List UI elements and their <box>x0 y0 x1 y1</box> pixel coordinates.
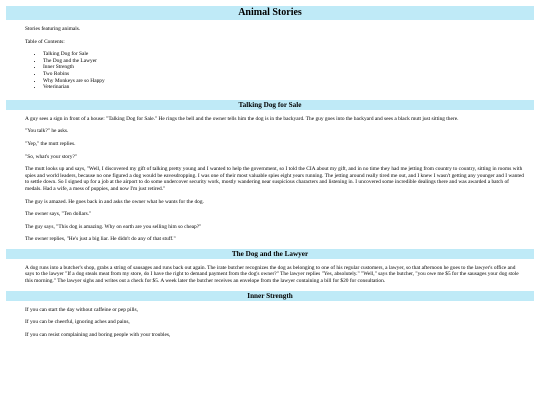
story-paragraph: "So, what's your story?" <box>25 153 78 160</box>
story-talking-dog <box>6 116 534 243</box>
toc-item: • Inner Strength <box>43 64 524 71</box>
section-heading-talking-dog: Talking Dog for Sale <box>6 100 534 110</box>
toc-item: • Why Monkeys are so Happy <box>43 78 524 85</box>
story-paragraph: The guy says, "This dog is amazing. Why on earth are you selling him so cheap?" <box>25 223 202 230</box>
story-paragraph: A guy sees a sign in front of a house: "Talking Dog for Sale." He rings the bell and the owner tells him the dog is in the backyard. The guy goes into the backyard and sees a black mutt just sitting there. <box>25 115 459 122</box>
toc-label: Table of Contents: <box>25 38 65 45</box>
section-heading-inner-strength: Inner Strength <box>6 291 534 301</box>
intro-section <box>6 26 534 91</box>
toc-item: • The Dog and the Lawyer <box>43 58 524 65</box>
table-of-contents <box>25 51 524 91</box>
toc-item: • Talking Dog for Sale <box>43 51 524 58</box>
story-inner-strength <box>6 307 534 339</box>
story-paragraph: A dog runs into a butcher's shop, grabs a string of sausages and runs back out again. The irate butcher recognizes the dog as belonging to one of his regular customers, a lawyer, so that afternoon he goes to the lawyer's office and says to the lawyer "If a dog steals meat from my store, do I have the right to demand payment from the dog's owner?" The lawyer replies "Yes, absolutely." "Well," says the butcher, "you owe me $5 for the sausages your dog stole this morning." The lawyer sighs and writes out a check for $5. A week later the butcher receives an envelope from the lawyer containing a bill for $20 for consultation. <box>25 264 519 285</box>
story-paragraph: "Yep," the mutt replies. <box>25 140 76 147</box>
intro-text: Stories featuring animals. <box>25 26 81 32</box>
story-paragraph: If you can start the day without caffeine or pep pills, <box>25 306 138 313</box>
story-paragraph: "You talk?" he asks. <box>25 128 69 135</box>
story-paragraph: The mutt looks up and says, "Well, I discovered my gift of talking pretty young and I wanted to help the government, so I told the CIA about my gift, and in no time they had me jetting from country to country, sitting in rooms with spies and world leaders, because no one figured a dog would be eavesdropping. I was one of their most valuable spies eight years running. The jetting around really tired me out, and I knew I wasn't getting any younger and I wanted to settle down. So I signed up for a job at the airport to do some undercover security work, mostly wandering near suspicious characters and listening in. I uncovered some incredible dealings there and was awarded a batch of medals. Had a wife, a mess of puppies, and now I'm just retired." <box>25 166 524 192</box>
story-paragraph: The owner says, "Ten dollars." <box>25 211 92 218</box>
story-paragraph: If you can resist complaining and boring people with your troubles, <box>25 331 171 338</box>
story-paragraph: The owner replies, "He's just a big liar. He didn't do any of that stuff." <box>25 236 176 243</box>
story-paragraph: If you can be cheerful, ignoring aches and pains, <box>25 319 130 326</box>
toc-item: • Two Robins <box>43 71 524 78</box>
toc-item: • Veterinarian <box>43 84 524 91</box>
section-heading-dog-and-lawyer: The Dog and the Lawyer <box>6 249 534 259</box>
page-title: Animal Stories <box>6 6 534 20</box>
story-paragraph: The guy is amazed. He goes back in and asks the owner what he wants for the dog. <box>25 198 204 205</box>
story-dog-and-lawyer <box>6 265 534 285</box>
